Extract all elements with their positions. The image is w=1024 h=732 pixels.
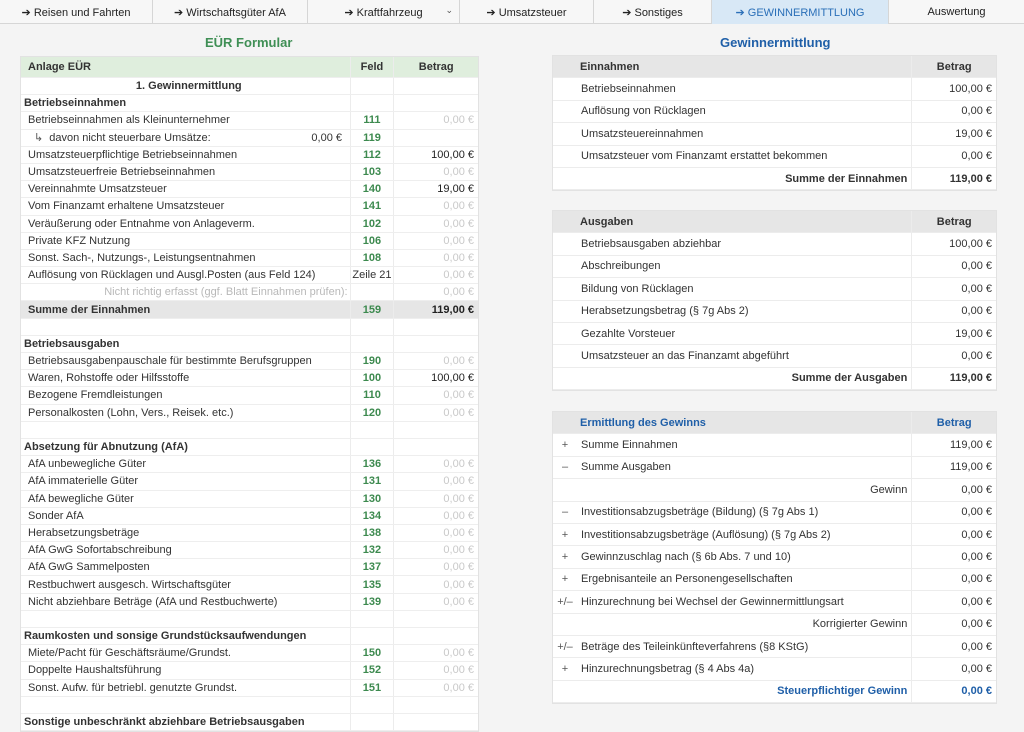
row-betrag: 0,00 €	[393, 267, 478, 283]
row-label: Sonstige unbeschränkt abziehbare Betriebsausgaben	[24, 716, 305, 729]
sub-arrow-icon: ↳	[34, 132, 44, 145]
row-betrag: 0,00 €	[393, 216, 478, 232]
sign-symbol: +	[561, 662, 569, 675]
ausgaben-total-row	[553, 368, 996, 390]
table-row	[553, 457, 996, 479]
row-label: Umsatzsteuerfreie Betriebseinnahmen	[28, 166, 216, 179]
row-betrag: 0,00 €	[393, 542, 478, 558]
tab-umsatzsteuer[interactable]	[460, 0, 594, 24]
row-betrag: 0,00 €	[911, 658, 996, 679]
row-betrag: 0,00 €	[911, 591, 996, 612]
row-betrag: 0,00 €	[911, 146, 996, 167]
row-betrag: 0,00 €	[911, 479, 996, 500]
row-feld: 132	[350, 542, 394, 558]
row-label	[553, 457, 911, 478]
row-label: Steuerpflichtiger Gewinn	[777, 685, 908, 698]
table-row	[553, 101, 996, 123]
row-betrag: 0,00 €	[393, 508, 478, 524]
table-row	[21, 319, 478, 336]
header-feld: Feld	[350, 57, 394, 77]
row-feld	[350, 611, 394, 627]
table-row	[553, 78, 996, 100]
table-row	[21, 559, 478, 576]
row-betrag: 0,00 €	[911, 256, 996, 277]
row-label: Nicht richtig erfasst (ggf. Blatt Einnahmen prüfen):	[104, 286, 348, 299]
table-row	[553, 591, 996, 613]
row-betrag: 0,00 €	[911, 524, 996, 545]
row-feld: 135	[350, 576, 394, 592]
row-label: Restbuchwert ausgesch. Wirtschaftsgüter	[28, 578, 231, 591]
ausgaben-total-label: Summe der Ausgaben	[791, 372, 908, 385]
table-row	[553, 681, 996, 703]
eur-formular-title: EÜR Formular	[205, 35, 293, 50]
row-label-text: Gezahlte Vorsteuer	[581, 327, 676, 340]
row-feld: 106	[350, 233, 394, 249]
table-row	[21, 628, 478, 645]
row-label-text: Herabsetzungsbetrag (§ 7g Abs 2)	[581, 305, 749, 318]
row-label-text: davon nicht steuerbare Umsätze:	[49, 131, 211, 144]
table-row	[21, 508, 478, 525]
sign-symbol: –	[561, 461, 569, 474]
row-label: Betriebsausgabenpauschale für bestimmte Berufsgruppen	[28, 355, 312, 368]
row-feld: 136	[350, 456, 394, 472]
row-label	[21, 611, 350, 627]
row-label-text: Betriebseinnahmen	[581, 83, 676, 96]
row-label-text: Summe Einnahmen	[581, 439, 678, 452]
sub-value-input[interactable]: 0,00 €	[311, 132, 342, 145]
row-label: Betriebseinnahmen als Kleinunternehmer	[28, 114, 230, 127]
table-row	[21, 542, 478, 559]
row-label	[553, 658, 911, 679]
row-label-text: Umsatzsteuer an das Finanzamt abgeführt	[581, 350, 789, 363]
row-feld	[350, 697, 394, 713]
row-feld: 151	[350, 680, 394, 696]
row-betrag: 19,00 €	[911, 323, 996, 344]
row-label: Herabsetzungsbeträge	[28, 526, 140, 539]
header-anlage: Anlage EÜR	[28, 61, 91, 73]
table-row	[553, 323, 996, 345]
gewinn-panel	[552, 411, 997, 704]
table-row	[553, 256, 996, 278]
row-label: Sonst. Aufw. für betriebl. genutzte Grundst.	[28, 681, 238, 694]
row-label-text: Ergebnisanteile an Personengesellschaften	[581, 573, 793, 586]
row-betrag: 0,00 €	[911, 569, 996, 590]
row-feld: 137	[350, 559, 394, 575]
row-label: Sonder AfA	[28, 509, 84, 522]
table-header	[21, 57, 478, 78]
row-label: Doppelte Haushaltsführung	[28, 664, 162, 677]
row-betrag: 0,00 €	[911, 301, 996, 322]
row-betrag: 19,00 €	[393, 181, 478, 197]
table-row	[553, 546, 996, 568]
row-feld	[350, 628, 394, 644]
sign-symbol: +	[561, 528, 569, 541]
row-betrag: 0,00 €	[393, 387, 478, 403]
table-row	[21, 112, 478, 129]
row-betrag	[393, 78, 478, 94]
row-label	[553, 546, 911, 567]
row-label: 1. Gewinnermittlung	[135, 80, 242, 93]
row-label-text: Abschreibungen	[581, 260, 661, 273]
row-label: Nicht abziehbare Beträge (AfA und Restbuchwerte)	[28, 595, 278, 608]
row-feld: 190	[350, 353, 394, 369]
row-betrag: 0,00 €	[393, 559, 478, 575]
row-label	[553, 123, 911, 144]
table-row	[21, 336, 478, 353]
row-label: Private KFZ Nutzung	[28, 234, 131, 247]
sign-symbol: +/–	[557, 640, 573, 653]
row-label: Waren, Rohstoffe oder Hilfsstoffe	[28, 372, 190, 385]
ausgaben-header	[553, 211, 996, 233]
row-label-text: Gewinnzuschlag nach (§ 6b Abs. 7 und 10)	[581, 551, 791, 564]
row-label: Miete/Pacht für Geschäftsräume/Grundst.	[28, 647, 231, 660]
row-label	[21, 319, 350, 335]
row-label	[553, 591, 911, 612]
tab-label: ➔ GEWINNERMITTLUNG	[735, 6, 865, 19]
table-row	[553, 569, 996, 591]
table-row	[21, 473, 478, 490]
row-betrag	[393, 714, 478, 730]
row-label	[553, 256, 911, 277]
row-feld	[350, 422, 394, 438]
row-label: Umsatzsteuerpflichtige Betriebseinnahmen	[28, 148, 238, 161]
row-betrag: 100,00 €	[393, 370, 478, 386]
row-betrag: 0,00 €	[393, 645, 478, 661]
einnahmen-total-row	[553, 168, 996, 190]
table-row	[21, 147, 478, 164]
tab-bar	[0, 0, 1024, 24]
row-feld: Zeile 21	[350, 267, 394, 283]
row-betrag	[393, 336, 478, 352]
row-feld: 111	[350, 112, 394, 128]
row-label: Personalkosten (Lohn, Vers., Reisek. etc.)	[28, 406, 234, 419]
table-row	[21, 491, 478, 508]
ausgaben-header-betrag: Betrag	[911, 211, 996, 232]
header-betrag: Betrag	[393, 57, 478, 77]
row-betrag	[393, 697, 478, 713]
einnahmen-total-value: 119,00 €	[911, 168, 996, 189]
sign-symbol: +	[561, 573, 569, 586]
row-betrag: 0,00 €	[393, 491, 478, 507]
table-row	[21, 525, 478, 542]
row-betrag: 0,00 €	[393, 680, 478, 696]
tab-label: ➔ Sonstiges	[622, 6, 683, 19]
row-betrag	[393, 319, 478, 335]
table-row	[553, 345, 996, 367]
row-label: Summe der Einnahmen	[28, 303, 151, 316]
table-row	[553, 301, 996, 323]
row-betrag: 0,00 €	[393, 662, 478, 678]
row-betrag: 119,00 €	[911, 434, 996, 455]
table-row	[21, 164, 478, 181]
row-feld: 108	[350, 250, 394, 266]
row-betrag: 100,00 €	[911, 78, 996, 99]
row-feld: 130	[350, 491, 394, 507]
row-label	[553, 524, 911, 545]
table-row	[21, 611, 478, 628]
row-feld	[350, 78, 394, 94]
row-label: Veräußerung oder Entnahme von Anlageverm.	[28, 217, 255, 230]
table-row	[21, 680, 478, 697]
row-label	[553, 101, 911, 122]
gewinnermittlung-title: Gewinnermittlung	[720, 35, 831, 50]
row-label-text: Hinzurechnungsbetrag (§ 4 Abs 4a)	[581, 662, 755, 675]
row-label-text: Beträge des Teileinkünfteverfahrens (§8 KStG)	[581, 640, 809, 653]
row-feld	[350, 714, 394, 730]
row-feld: 152	[350, 662, 394, 678]
table-row	[21, 267, 478, 284]
row-betrag: 0,00 €	[911, 101, 996, 122]
table-row	[21, 250, 478, 267]
row-label	[553, 323, 911, 344]
row-feld: 131	[350, 473, 394, 489]
row-label: AfA immaterielle Güter	[28, 475, 139, 488]
row-label: Gewinn	[870, 483, 908, 496]
row-betrag: 0,00 €	[911, 614, 996, 635]
tab-sonstiges[interactable]	[594, 0, 712, 24]
row-label	[553, 345, 911, 366]
row-feld: 103	[350, 164, 394, 180]
row-feld: 119	[350, 130, 394, 146]
row-betrag: 0,00 €	[911, 636, 996, 657]
einnahmen-total-label: Summe der Einnahmen	[785, 172, 908, 185]
row-label	[21, 422, 350, 438]
table-row	[21, 78, 478, 95]
row-betrag: 0,00 €	[393, 525, 478, 541]
tab-auswertung[interactable]	[889, 0, 1024, 24]
tab-label: ➔ Kraftfahrzeug	[344, 6, 423, 19]
row-betrag: 0,00 €	[911, 546, 996, 567]
row-betrag: 0,00 €	[911, 502, 996, 523]
table-row	[553, 434, 996, 456]
row-betrag: 0,00 €	[393, 284, 478, 300]
gewinn-header-label: Ermittlung des Gewinns	[580, 416, 706, 429]
row-feld: 139	[350, 594, 394, 610]
row-betrag: 0,00 €	[911, 681, 996, 702]
row-label	[21, 697, 350, 713]
row-label: AfA GwG Sammelposten	[28, 561, 150, 574]
row-label: Sonst. Sach-, Nutzungs-, Leistungsentnahmen	[28, 251, 256, 264]
row-label: Betriebsausgaben	[24, 337, 120, 350]
table-row	[21, 284, 478, 301]
gewinn-header	[553, 412, 996, 434]
row-label: Korrigierter Gewinn	[812, 618, 908, 631]
row-betrag: 0,00 €	[393, 164, 478, 180]
chevron-down-icon[interactable]: ⌄	[445, 5, 453, 15]
row-feld	[350, 336, 394, 352]
row-betrag: 0,00 €	[393, 473, 478, 489]
row-label	[553, 146, 911, 167]
row-label	[553, 78, 911, 99]
row-label-text: Umsatzsteuer vom Finanzamt erstattet bekommen	[581, 150, 828, 163]
row-label-text: Auflösung von Rücklagen	[581, 105, 706, 118]
row-feld: 134	[350, 508, 394, 524]
einnahmen-header-betrag: Betrag	[911, 56, 996, 77]
table-row	[21, 439, 478, 456]
tab-reisen-und-fahrten[interactable]	[0, 0, 153, 24]
row-label	[553, 301, 911, 322]
row-betrag: 0,00 €	[393, 576, 478, 592]
row-label: Vereinnahmte Umsatzsteuer	[28, 183, 167, 196]
row-label	[553, 233, 911, 254]
row-betrag: 0,00 €	[911, 345, 996, 366]
row-label	[553, 434, 911, 455]
row-betrag	[393, 611, 478, 627]
row-label: Auflösung von Rücklagen und Ausgl.Posten (aus Feld 124)	[28, 269, 316, 282]
row-betrag: 119,00 €	[393, 301, 478, 317]
table-row	[21, 714, 478, 731]
table-row	[21, 370, 478, 387]
sign-symbol: +	[561, 551, 569, 564]
gewinn-header-betrag: Betrag	[911, 412, 996, 433]
table-row	[553, 123, 996, 145]
row-label: Vom Finanzamt erhaltene Umsatzsteuer	[28, 200, 225, 213]
row-betrag: 100,00 €	[393, 147, 478, 163]
table-row	[553, 502, 996, 524]
table-row	[21, 405, 478, 422]
table-row	[21, 301, 478, 318]
table-row	[553, 233, 996, 255]
row-betrag	[393, 130, 478, 146]
table-row	[21, 662, 478, 679]
einnahmen-header	[553, 56, 996, 78]
row-label: Raumkosten und sonsige Grundstücksaufwendungen	[24, 630, 307, 643]
table-row	[21, 594, 478, 611]
row-feld: 102	[350, 216, 394, 232]
row-label	[553, 278, 911, 299]
row-label-text: Bildung von Rücklagen	[581, 282, 694, 295]
table-row	[21, 216, 478, 233]
ausgaben-total-value: 119,00 €	[911, 368, 996, 389]
row-betrag: 0,00 €	[393, 233, 478, 249]
row-label	[553, 636, 911, 657]
table-row	[553, 479, 996, 501]
tab-label: ➔ Wirtschaftsgüter AfA	[174, 6, 286, 19]
row-betrag: 0,00 €	[393, 456, 478, 472]
row-label-text: Betriebsausgaben abziehbar	[581, 238, 722, 251]
einnahmen-header-label: Einnahmen	[580, 60, 640, 73]
sign-symbol: +	[561, 439, 569, 452]
table-row	[21, 198, 478, 215]
row-feld: 141	[350, 198, 394, 214]
row-label-text: Investitionsabzugsbeträge (Bildung) (§ 7g Abs 1)	[581, 506, 819, 519]
row-label: Betriebseinnahmen	[24, 97, 127, 110]
row-feld	[350, 319, 394, 335]
row-betrag	[393, 422, 478, 438]
table-row	[553, 146, 996, 168]
sign-symbol: +/–	[557, 595, 573, 608]
row-betrag	[393, 439, 478, 455]
row-betrag: 0,00 €	[393, 594, 478, 610]
row-label: AfA GwG Sofortabschreibung	[28, 544, 172, 557]
row-betrag: 0,00 €	[393, 353, 478, 369]
table-row	[553, 278, 996, 300]
ausgaben-panel	[552, 210, 997, 391]
row-label: Bezogene Fremdleistungen	[28, 389, 163, 402]
row-betrag: 0,00 €	[911, 278, 996, 299]
row-feld: 138	[350, 525, 394, 541]
table-row	[21, 645, 478, 662]
tab-kraftfahrzeug[interactable]	[308, 0, 460, 24]
row-betrag: 0,00 €	[393, 405, 478, 421]
table-row	[21, 95, 478, 112]
row-feld: 159	[350, 301, 394, 317]
row-feld: 140	[350, 181, 394, 197]
ausgaben-header-label: Ausgaben	[580, 215, 634, 228]
row-feld	[350, 439, 394, 455]
row-feld: 112	[350, 147, 394, 163]
row-label-text: Investitionsabzugsbeträge (Auflösung) (§ 7g Abs 2)	[581, 528, 831, 541]
table-row	[553, 658, 996, 680]
row-feld: 120	[350, 405, 394, 421]
row-label: Absetzung für Abnutzung (AfA)	[24, 441, 188, 454]
table-row	[21, 697, 478, 714]
einnahmen-panel	[552, 55, 997, 191]
table-row	[21, 130, 478, 147]
table-row	[21, 387, 478, 404]
tab-label: ➔ Umsatzsteuer	[486, 6, 567, 19]
row-betrag: 0,00 €	[393, 250, 478, 266]
tab-label: Auswertung	[927, 6, 986, 18]
table-row	[21, 456, 478, 473]
table-row	[21, 353, 478, 370]
row-label: AfA bewegliche Güter	[28, 492, 134, 505]
tab-wirtschaftsgueter-afa[interactable]	[153, 0, 308, 24]
row-label: AfA unbewegliche Güter	[28, 458, 147, 471]
tab-label: ➔ Reisen und Fahrten	[21, 6, 131, 19]
row-betrag	[393, 95, 478, 111]
table-row	[553, 614, 996, 636]
row-feld	[350, 95, 394, 111]
row-feld: 150	[350, 645, 394, 661]
row-label	[553, 569, 911, 590]
table-row	[21, 181, 478, 198]
eur-form-table	[20, 56, 479, 732]
row-feld	[350, 284, 394, 300]
row-feld: 110	[350, 387, 394, 403]
row-betrag: 119,00 €	[911, 457, 996, 478]
table-row	[21, 576, 478, 593]
row-betrag	[393, 628, 478, 644]
table-row	[21, 233, 478, 250]
table-row	[553, 524, 996, 546]
row-betrag: 0,00 €	[393, 112, 478, 128]
sign-symbol: –	[561, 506, 569, 519]
row-betrag: 19,00 €	[911, 123, 996, 144]
row-label	[553, 502, 911, 523]
table-row	[553, 636, 996, 658]
row-betrag: 0,00 €	[393, 198, 478, 214]
row-label-text: Summe Ausgaben	[581, 461, 671, 474]
table-row	[21, 422, 478, 439]
row-betrag: 100,00 €	[911, 233, 996, 254]
row-feld: 100	[350, 370, 394, 386]
row-label-text: Umsatzsteuereinnahmen	[581, 127, 704, 140]
row-label-text: Hinzurechnung bei Wechsel der Gewinnermittlungsart	[581, 595, 844, 608]
tab-gewinnermittlung[interactable]	[712, 0, 889, 24]
